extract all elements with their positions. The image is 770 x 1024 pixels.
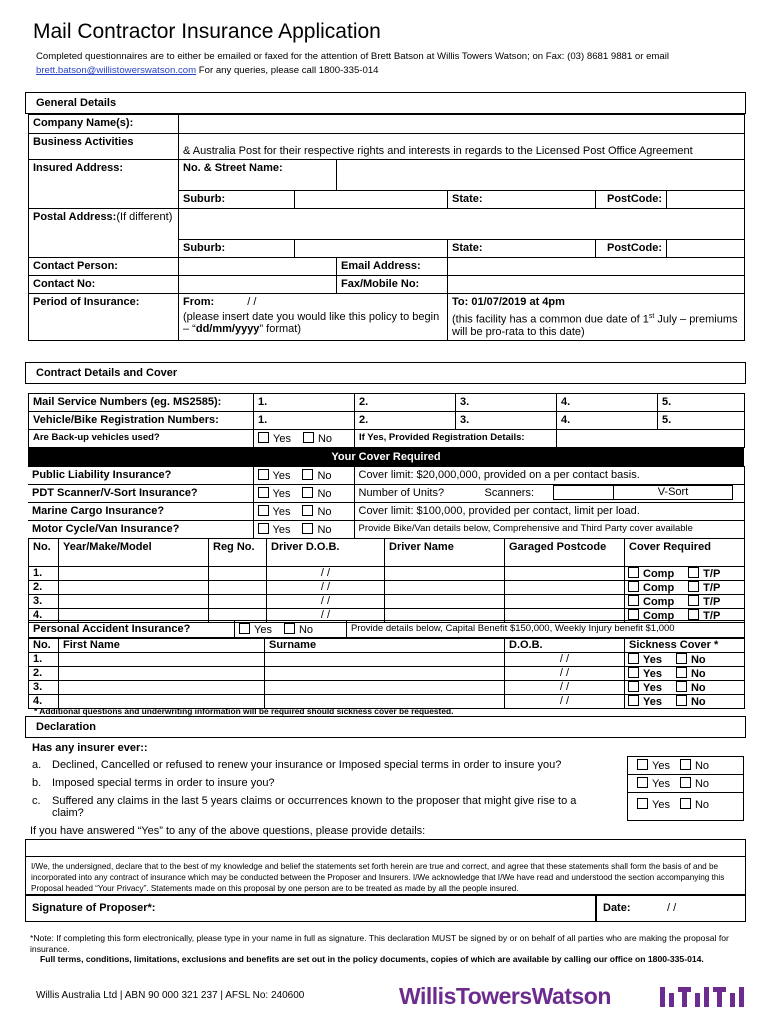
row-number: 2.: [29, 667, 59, 681]
company-details: Willis Australia Ltd | ABN 90 000 321 237 | AFSL No: 240600: [36, 990, 305, 1001]
pdt-scanner-options: [253, 485, 354, 503]
yes-label: Yes: [652, 799, 670, 811]
backup-no-label: No: [317, 433, 333, 445]
contact-no-label: Contact No:: [29, 276, 179, 294]
vehicle-col-garaged-postcode: Garaged Postcode: [505, 539, 625, 567]
reg-no-field[interactable]: [209, 581, 267, 595]
mail-service-3[interactable]: 3.: [456, 394, 557, 412]
checkbox[interactable]: [258, 469, 269, 480]
yes-label: Yes: [272, 524, 291, 536]
sickness-yes-checkbox[interactable]: [628, 653, 639, 664]
item-text: Imposed special terms in order to insure you?: [52, 777, 275, 789]
period-insurance-label: Period of Insurance:: [29, 294, 179, 341]
year-make-model-field[interactable]: [59, 595, 209, 609]
public-liability-label: Public Liability Insurance?: [28, 467, 253, 485]
suburb-label: Suburb:: [179, 191, 295, 209]
yes-label: Yes: [652, 778, 670, 790]
intro-line-2: For any queries, please call 1800-335-014: [198, 65, 379, 76]
units-label: Number of Units?: [358, 487, 445, 499]
answer-b: [628, 775, 744, 793]
comp-checkbox[interactable]: [628, 581, 639, 592]
driver-name-field[interactable]: [385, 567, 505, 581]
item-text: Declined, Cancelled or refused to renew your insurance or Imposed special terms in order to insure you?: [52, 759, 562, 771]
motor-cycle-options: [253, 521, 354, 539]
if-yes-registration-label: If Yes, Provided Registration Details:: [355, 430, 557, 448]
from-label: From:: [183, 296, 215, 308]
answer-c-yes-checkbox[interactable]: [637, 798, 648, 809]
vehicle-reg-5[interactable]: 5.: [658, 412, 745, 430]
no-label: No: [317, 488, 332, 500]
pdt-scanner-yes[interactable]: [258, 487, 291, 500]
sickness-yes-checkbox[interactable]: [628, 667, 639, 678]
declaration-statement: I/We, the undersigned, declare that to the best of my knowledge and belief the statements set forth herein are true and correct, and agree that these statements shall form the basis of and be incorporated into any contract of insurance which may be conducted between the Proposer and Insurers. I/We acknowledge that I/We have read and understood the section accompanying this Proposal headed “Your Privacy”. Statements made on this proposal by one person are to be treated as made by all the people insured.: [25, 857, 746, 895]
backup-vehicles-label: Are Back-up vehicles used?: [29, 430, 254, 448]
surname-field[interactable]: [265, 653, 505, 667]
sickness-yes-label: Yes: [643, 654, 662, 666]
yes-label: Yes: [272, 488, 291, 500]
to-note-post: July – premiums will be pro-rata to this date): [452, 313, 738, 338]
item-text: Suffered any claims in the last 5 years claims or occurrences known to the proposer that might give rise to a claim?: [52, 795, 577, 819]
cover-required-options: [625, 595, 745, 609]
personal-accident-options: [235, 621, 347, 639]
postal-address-cell: [29, 209, 179, 258]
personal-accident-label: Personal Accident Insurance?: [29, 621, 235, 639]
dob-field[interactable]: / /: [505, 653, 625, 667]
sickness-yes-label: Yes: [643, 668, 662, 680]
first-name-field[interactable]: [59, 681, 265, 695]
checkbox[interactable]: [258, 523, 269, 534]
contact-email-link[interactable]: brett.batson@willistowerswatson.com: [36, 65, 197, 76]
signature-note: *Note: If completing this form electronically, please type in your name in full as signature. This declaration MUST be signed by or on behalf of all parties who are making the proposal for insurance.: [30, 933, 729, 954]
contact-person-label: Contact Person:: [29, 258, 179, 276]
declaration-item-c: [32, 795, 607, 819]
mail-service-1[interactable]: 1.: [254, 394, 355, 412]
no-street-label: No. & Street Name:: [179, 160, 337, 191]
signature-field[interactable]: [201, 898, 591, 918]
table-row: [29, 567, 745, 581]
backup-yes-label: Yes: [273, 433, 291, 445]
from-note: [183, 311, 443, 335]
state-label: State:: [448, 191, 596, 209]
sickness-yes-label: Yes: [643, 682, 662, 694]
wtw-mark-icon: [660, 987, 746, 1007]
row-number: 3.: [29, 595, 59, 609]
row-number: 1.: [29, 653, 59, 667]
no-label: No: [298, 624, 314, 636]
signature-label: Signature of Proposer*:: [32, 902, 156, 914]
no-label: No: [694, 778, 710, 790]
checkbox[interactable]: [302, 523, 313, 534]
checkbox[interactable]: [258, 487, 269, 498]
declaration-answers-table: [627, 756, 744, 821]
marine-cargo-label: Marine Cargo Insurance?: [28, 503, 253, 521]
table-row: [29, 595, 745, 609]
sickness-no-checkbox[interactable]: [676, 653, 687, 664]
contract-details-heading: Contract Details and Cover: [25, 362, 746, 384]
answer-a-no-checkbox[interactable]: [680, 759, 691, 770]
vehicle-registration-label: Vehicle/Bike Registration Numbers:: [29, 412, 254, 430]
comp-label: Comp: [643, 610, 675, 622]
insurer-question: Has any insurer ever::: [32, 742, 148, 754]
driver-name-field[interactable]: [385, 581, 505, 595]
backup-yes-option[interactable]: [258, 432, 291, 445]
dob-field[interactable]: / /: [505, 681, 625, 695]
driver-dob-field[interactable]: / /: [267, 595, 385, 609]
sickness-footnote: * Additional questions and underwriting information will be required should sickness cover be requested.: [34, 706, 454, 716]
company-name-label: Company Name(s):: [29, 115, 179, 134]
answer-a: [628, 757, 744, 775]
answer-c-no-checkbox[interactable]: [680, 798, 691, 809]
vehicle-details-table: [28, 538, 745, 623]
postal-postcode-label: PostCode:: [596, 240, 667, 258]
table-row: [29, 667, 745, 681]
sickness-no-label: No: [690, 696, 706, 708]
item-letter: a.: [32, 759, 42, 771]
yes-label: Yes: [272, 470, 291, 482]
vehicle-col-no: No.: [29, 539, 59, 567]
marine-cargo-note: Cover limit: $100,000, provided per contact, limit per load.: [354, 503, 744, 521]
tp-label: T/P: [703, 582, 721, 594]
marine-cargo-options: [253, 503, 354, 521]
if-yes-registration-field[interactable]: [557, 430, 745, 448]
checkbox[interactable]: [302, 505, 313, 516]
backup-no-option[interactable]: [303, 432, 332, 445]
postcode-label: PostCode:: [596, 191, 667, 209]
garaged-postcode-field[interactable]: [505, 567, 625, 581]
marine-cargo-no[interactable]: [302, 505, 331, 518]
sickness-no-checkbox[interactable]: [676, 695, 687, 706]
yes-label: Yes: [254, 624, 272, 636]
checkbox[interactable]: [302, 487, 313, 498]
backup-no-checkbox[interactable]: [303, 432, 314, 443]
business-activities-field[interactable]: & Australia Post for their respective rights and interests in regards to the Licensed Post Office Agreement: [179, 134, 745, 160]
postal-address-label: Postal Address:: [33, 211, 117, 223]
declaration-item-a: [32, 759, 602, 771]
business-activities-label: Business Activities: [29, 134, 179, 160]
tp-label: T/P: [703, 596, 721, 608]
sickness-no-label: No: [690, 654, 706, 666]
vehicle-reg-3[interactable]: 3.: [456, 412, 557, 430]
sickness-no-label: No: [690, 668, 706, 680]
comp-label: Comp: [643, 596, 675, 608]
backup-yes-checkbox[interactable]: [258, 432, 269, 443]
person-col-dob: D.O.B.: [505, 638, 625, 653]
intro-text: [36, 50, 736, 78]
from-note-format: dd/mm/yyyy: [195, 323, 260, 335]
item-letter: b.: [32, 777, 42, 789]
backup-vehicles-options: [254, 430, 355, 448]
vehicle-col-driver-dob: Driver D.O.B.: [267, 539, 385, 567]
tp-label: T/P: [703, 610, 721, 622]
declaration-heading: Declaration: [25, 716, 746, 738]
cover-required-options: [625, 567, 745, 581]
tp-checkbox[interactable]: [688, 595, 699, 606]
postal-state-label: State:: [448, 240, 596, 258]
answer-b-yes-checkbox[interactable]: [637, 777, 648, 788]
checkbox[interactable]: [284, 623, 295, 634]
from-note-pre: (please insert date you would like this policy to begin – “: [183, 311, 440, 335]
personal-accident-yes[interactable]: [239, 623, 272, 636]
fax-mobile-label: Fax/Mobile No:: [337, 276, 448, 294]
year-make-model-field[interactable]: [59, 581, 209, 595]
row-number: 4.: [29, 695, 59, 709]
general-details-heading: General Details: [25, 92, 746, 114]
period-to-cell: [448, 294, 745, 341]
date-field[interactable]: / /: [667, 902, 677, 914]
mail-service-label: Mail Service Numbers (eg. MS2585):: [29, 394, 254, 412]
email-address-field[interactable]: [448, 258, 745, 276]
tp-checkbox[interactable]: [688, 581, 699, 592]
sickness-cover-options: [625, 681, 745, 695]
public-liability-no[interactable]: [302, 469, 331, 482]
first-name-field[interactable]: [59, 667, 265, 681]
table-row: [29, 581, 745, 595]
reg-no-field[interactable]: [209, 567, 267, 581]
row-number: 2.: [29, 581, 59, 595]
scanners-label: Scanners:: [484, 487, 535, 499]
vehicle-col-cover-required: Cover Required: [625, 539, 745, 567]
no-label: No: [317, 524, 332, 536]
postal-address-note: (If different): [116, 211, 173, 223]
person-col-first-name: First Name: [59, 638, 265, 653]
fax-mobile-field[interactable]: [448, 276, 745, 294]
tp-label: T/P: [703, 568, 721, 580]
period-from-cell[interactable]: [179, 294, 448, 341]
sickness-yes-checkbox[interactable]: [628, 695, 639, 706]
vsort-label: V-Sort: [613, 485, 733, 500]
answer-b-no-checkbox[interactable]: [680, 777, 691, 788]
postal-suburb-field[interactable]: [295, 240, 448, 258]
dob-field[interactable]: / /: [505, 695, 625, 709]
contact-no-field[interactable]: [179, 276, 337, 294]
row-number: 4.: [29, 609, 59, 623]
contract-details-table: [28, 393, 745, 448]
mail-service-5[interactable]: 5.: [658, 394, 745, 412]
from-date-slashes: / /: [247, 296, 257, 308]
sickness-yes-label: Yes: [643, 696, 662, 708]
personal-accident-no[interactable]: [284, 623, 313, 636]
pdt-units-cell: [354, 485, 744, 503]
company-name-field[interactable]: [179, 115, 745, 134]
tp-checkbox[interactable]: [688, 609, 699, 620]
table-row: [29, 681, 745, 695]
postal-suburb-label: Suburb:: [179, 240, 295, 258]
garaged-postcode-field[interactable]: [505, 595, 625, 609]
postcode-field[interactable]: [667, 191, 745, 209]
contact-person-field[interactable]: [179, 258, 337, 276]
no-label: No: [317, 470, 332, 482]
mail-service-2[interactable]: 2.: [355, 394, 456, 412]
to-label: To: 01/07/2019 at 4pm: [452, 296, 565, 308]
date-label: Date:: [603, 902, 631, 914]
vehicle-col-driver-name: Driver Name: [385, 539, 505, 567]
comp-checkbox[interactable]: [628, 567, 639, 578]
sickness-no-checkbox[interactable]: [676, 681, 687, 692]
email-address-label: Email Address:: [337, 258, 448, 276]
page-title: Mail Contractor Insurance Application: [33, 20, 381, 43]
person-details-table: [28, 637, 745, 709]
no-label: No: [317, 506, 332, 518]
surname-field[interactable]: [265, 681, 505, 695]
answer-c: [628, 793, 744, 821]
sickness-cover-options: [625, 667, 745, 681]
motor-cycle-note: Provide Bike/Van details below, Comprehensive and Third Party cover available: [354, 521, 744, 539]
surname-field[interactable]: [265, 667, 505, 681]
row-number: 1.: [29, 567, 59, 581]
no-label: No: [694, 799, 710, 811]
yes-label: Yes: [652, 760, 670, 772]
cover-questions-table: [28, 466, 745, 539]
public-liability-yes[interactable]: [258, 469, 291, 482]
sickness-no-checkbox[interactable]: [676, 667, 687, 678]
sickness-cover-options: [625, 653, 745, 667]
signature-divider: [595, 895, 597, 922]
cover-required-options: [625, 581, 745, 595]
row-number: 3.: [29, 681, 59, 695]
public-liability-options: [253, 467, 354, 485]
answer-a-yes-checkbox[interactable]: [637, 759, 648, 770]
driver-dob-field[interactable]: / /: [267, 581, 385, 595]
postal-address-field[interactable]: [179, 209, 745, 240]
willis-towers-watson-logo: WillisTowersWatson: [399, 983, 611, 1009]
checkbox[interactable]: [302, 469, 313, 480]
driver-dob-field[interactable]: / /: [267, 567, 385, 581]
sickness-cover-options: [625, 695, 745, 709]
cover-required-heading: Your Cover Required: [28, 448, 744, 466]
to-note: [452, 311, 740, 338]
to-note-sup: st: [648, 313, 655, 320]
general-details-table: [28, 114, 745, 341]
table-row: [29, 653, 745, 667]
intro-line-1: Completed questionnaires are to either be emailed or faxed for the attention of Brett Batson at Willis Towers Watson; on Fax: (03) 8681 9881 or email: [36, 51, 669, 62]
comp-label: Comp: [643, 582, 675, 594]
year-make-model-field[interactable]: [59, 567, 209, 581]
pdt-scanner-label: PDT Scanner/V-Sort Insurance?: [28, 485, 253, 503]
checkbox[interactable]: [239, 623, 250, 634]
yes-label: Yes: [272, 506, 291, 518]
comp-label: Comp: [643, 568, 675, 580]
motor-cycle-label: Motor Cycle/Van Insurance?: [28, 521, 253, 539]
motor-cycle-yes[interactable]: [258, 523, 291, 536]
comp-checkbox[interactable]: [628, 595, 639, 606]
driver-dob-field[interactable]: / /: [267, 609, 385, 623]
reg-no-field[interactable]: [209, 595, 267, 609]
postal-postcode-field[interactable]: [667, 240, 745, 258]
mail-service-4[interactable]: 4.: [557, 394, 658, 412]
vehicle-reg-1[interactable]: 1.: [254, 412, 355, 430]
person-col-surname: Surname: [265, 638, 505, 653]
item-letter: c.: [32, 795, 41, 807]
sickness-yes-checkbox[interactable]: [628, 681, 639, 692]
public-liability-note: Cover limit: $20,000,000, provided on a per contact basis.: [354, 467, 744, 485]
vehicle-col-year-make-model: Year/Make/Model: [59, 539, 209, 567]
to-note-pre: (this facility has a common due date of 1: [452, 313, 649, 326]
signature-row: [25, 895, 746, 922]
checkbox[interactable]: [258, 505, 269, 516]
details-field[interactable]: [25, 839, 746, 857]
details-prompt: If you have answered “Yes” to any of the above questions, please provide details:: [30, 825, 426, 837]
dob-field[interactable]: / /: [505, 667, 625, 681]
garaged-postcode-field[interactable]: [505, 581, 625, 595]
vehicle-reg-4[interactable]: 4.: [557, 412, 658, 430]
pdt-scanner-no[interactable]: [302, 487, 331, 500]
comp-checkbox[interactable]: [628, 609, 639, 620]
no-label: No: [694, 760, 710, 772]
driver-name-field[interactable]: [385, 595, 505, 609]
person-col-sickness-cover: Sickness Cover *: [625, 638, 745, 653]
terms-note: Full terms, conditions, limitations, exclusions and benefits are set out in the policy documents, copies of which are available by calling our office on 1800-335-014.: [40, 954, 704, 964]
sickness-no-label: No: [690, 682, 706, 694]
tp-checkbox[interactable]: [688, 567, 699, 578]
suburb-field[interactable]: [295, 191, 448, 209]
no-street-field[interactable]: [337, 160, 745, 191]
marine-cargo-yes[interactable]: [258, 505, 291, 518]
declaration-item-b: [32, 777, 602, 789]
first-name-field[interactable]: [59, 653, 265, 667]
motor-cycle-no[interactable]: [302, 523, 331, 536]
vehicle-reg-2[interactable]: 2.: [355, 412, 456, 430]
from-note-post: ” format): [259, 323, 301, 335]
person-col-no: No.: [29, 638, 59, 653]
personal-accident-note: Provide details below, Capital Benefit $150,000, Weekly Injury benefit $1,000: [347, 621, 745, 639]
insured-address-label: Insured Address:: [29, 160, 179, 209]
vehicle-col-reg-no: Reg No.: [209, 539, 267, 567]
